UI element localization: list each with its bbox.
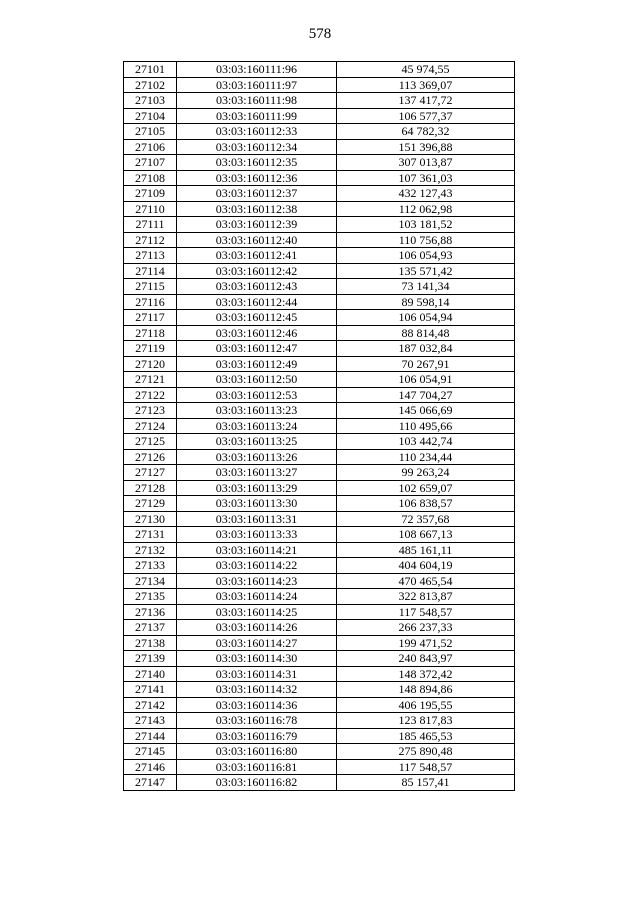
cadastral-number-cell: 03:03:160112:38 [177, 201, 337, 217]
row-number-cell: 27115 [124, 279, 177, 295]
table-row [124, 418, 515, 434]
value-cell: 106 838,57 [337, 496, 515, 512]
table-row [124, 465, 515, 481]
cadastral-number-cell: 03:03:160112:43 [177, 279, 337, 295]
value-cell: 85 157,41 [337, 775, 515, 791]
table-row [124, 155, 515, 171]
value-cell: 112 062,98 [337, 201, 515, 217]
cadastral-number-cell: 03:03:160113:30 [177, 496, 337, 512]
table-row [124, 124, 515, 140]
value-cell: 187 032,84 [337, 341, 515, 357]
table-row [124, 325, 515, 341]
table-row [124, 139, 515, 155]
row-number-cell: 27110 [124, 201, 177, 217]
row-number-cell: 27113 [124, 248, 177, 264]
cadastral-number-cell: 03:03:160114:36 [177, 697, 337, 713]
row-number-cell: 27138 [124, 635, 177, 651]
value-cell: 73 141,34 [337, 279, 515, 295]
table-row [124, 294, 515, 310]
table-row [124, 108, 515, 124]
value-cell: 106 054,93 [337, 248, 515, 264]
cadastral-number-cell: 03:03:160114:25 [177, 604, 337, 620]
cadastral-number-cell: 03:03:160116:79 [177, 728, 337, 744]
table-row [124, 170, 515, 186]
value-cell: 72 357,68 [337, 511, 515, 527]
row-number-cell: 27144 [124, 728, 177, 744]
value-cell: 404 604,19 [337, 558, 515, 574]
value-cell: 106 054,91 [337, 372, 515, 388]
row-number-cell: 27122 [124, 387, 177, 403]
value-cell: 275 890,48 [337, 744, 515, 760]
table-row [124, 620, 515, 636]
cadastral-number-cell: 03:03:160114:31 [177, 666, 337, 682]
cadastral-number-cell: 03:03:160114:26 [177, 620, 337, 636]
row-number-cell: 27141 [124, 682, 177, 698]
value-cell: 185 465,53 [337, 728, 515, 744]
cadastral-number-cell: 03:03:160112:47 [177, 341, 337, 357]
value-cell: 135 571,42 [337, 263, 515, 279]
value-cell: 307 013,87 [337, 155, 515, 171]
value-cell: 108 667,13 [337, 527, 515, 543]
table-row [124, 651, 515, 667]
row-number-cell: 27128 [124, 480, 177, 496]
value-cell: 117 548,57 [337, 759, 515, 775]
value-cell: 64 782,32 [337, 124, 515, 140]
cadastral-number-cell: 03:03:160113:33 [177, 527, 337, 543]
cadastral-number-cell: 03:03:160112:45 [177, 310, 337, 326]
table-row [124, 341, 515, 357]
table-row [124, 279, 515, 295]
table-row [124, 697, 515, 713]
table-row [124, 558, 515, 574]
row-number-cell: 27120 [124, 356, 177, 372]
row-number-cell: 27143 [124, 713, 177, 729]
table-row [124, 248, 515, 264]
value-cell: 110 234,44 [337, 449, 515, 465]
table-row [124, 449, 515, 465]
row-number-cell: 27107 [124, 155, 177, 171]
cadastral-number-cell: 03:03:160112:36 [177, 170, 337, 186]
row-number-cell: 27112 [124, 232, 177, 248]
cadastral-number-cell: 03:03:160112:34 [177, 139, 337, 155]
cadastral-number-cell: 03:03:160113:27 [177, 465, 337, 481]
row-number-cell: 27140 [124, 666, 177, 682]
value-cell: 103 181,52 [337, 217, 515, 233]
cadastral-number-cell: 03:03:160112:46 [177, 325, 337, 341]
row-number-cell: 27118 [124, 325, 177, 341]
row-number-cell: 27135 [124, 589, 177, 605]
value-cell: 148 372,42 [337, 666, 515, 682]
row-number-cell: 27102 [124, 77, 177, 93]
value-cell: 106 577,37 [337, 108, 515, 124]
value-cell: 148 894,86 [337, 682, 515, 698]
row-number-cell: 27145 [124, 744, 177, 760]
row-number-cell: 27130 [124, 511, 177, 527]
cadastral-number-cell: 03:03:160112:39 [177, 217, 337, 233]
value-cell: 103 442,74 [337, 434, 515, 450]
row-number-cell: 27119 [124, 341, 177, 357]
cadastral-number-cell: 03:03:160114:22 [177, 558, 337, 574]
value-cell: 470 465,54 [337, 573, 515, 589]
cadastral-number-cell: 03:03:160114:32 [177, 682, 337, 698]
cadastral-number-cell: 03:03:160112:53 [177, 387, 337, 403]
value-cell: 145 066,69 [337, 403, 515, 419]
cadastral-number-cell: 03:03:160116:78 [177, 713, 337, 729]
row-number-cell: 27103 [124, 93, 177, 109]
value-cell: 113 369,07 [337, 77, 515, 93]
value-cell: 117 548,57 [337, 604, 515, 620]
cadastral-number-cell: 03:03:160113:29 [177, 480, 337, 496]
value-cell: 147 704,27 [337, 387, 515, 403]
row-number-cell: 27104 [124, 108, 177, 124]
row-number-cell: 27123 [124, 403, 177, 419]
value-cell: 89 598,14 [337, 294, 515, 310]
registry-table [123, 61, 515, 791]
value-cell: 102 659,07 [337, 480, 515, 496]
table-row [124, 744, 515, 760]
value-cell: 106 054,94 [337, 310, 515, 326]
table-row [124, 682, 515, 698]
row-number-cell: 27126 [124, 449, 177, 465]
row-number-cell: 27139 [124, 651, 177, 667]
value-cell: 137 417,72 [337, 93, 515, 109]
cadastral-number-cell: 03:03:160111:98 [177, 93, 337, 109]
registry-table-body [124, 62, 515, 791]
row-number-cell: 27125 [124, 434, 177, 450]
table-row [124, 589, 515, 605]
row-number-cell: 27142 [124, 697, 177, 713]
cadastral-number-cell: 03:03:160112:40 [177, 232, 337, 248]
table-row [124, 635, 515, 651]
cadastral-number-cell: 03:03:160116:82 [177, 775, 337, 791]
value-cell: 110 756,88 [337, 232, 515, 248]
table-row [124, 93, 515, 109]
table-row [124, 387, 515, 403]
cadastral-number-cell: 03:03:160114:23 [177, 573, 337, 589]
value-cell: 266 237,33 [337, 620, 515, 636]
table-row [124, 542, 515, 558]
row-number-cell: 27124 [124, 418, 177, 434]
cadastral-number-cell: 03:03:160112:50 [177, 372, 337, 388]
cadastral-number-cell: 03:03:160112:37 [177, 186, 337, 202]
row-number-cell: 27127 [124, 465, 177, 481]
table-row [124, 201, 515, 217]
value-cell: 199 471,52 [337, 635, 515, 651]
table-row [124, 310, 515, 326]
table-row [124, 186, 515, 202]
cadastral-number-cell: 03:03:160111:96 [177, 62, 337, 78]
table-row [124, 728, 515, 744]
value-cell: 406 195,55 [337, 697, 515, 713]
row-number-cell: 27147 [124, 775, 177, 791]
row-number-cell: 27137 [124, 620, 177, 636]
table-row [124, 217, 515, 233]
cadastral-number-cell: 03:03:160112:49 [177, 356, 337, 372]
cadastral-number-cell: 03:03:160113:25 [177, 434, 337, 450]
row-number-cell: 27131 [124, 527, 177, 543]
value-cell: 45 974,55 [337, 62, 515, 78]
cadastral-number-cell: 03:03:160114:24 [177, 589, 337, 605]
value-cell: 107 361,03 [337, 170, 515, 186]
row-number-cell: 27136 [124, 604, 177, 620]
cadastral-number-cell: 03:03:160114:27 [177, 635, 337, 651]
cadastral-number-cell: 03:03:160111:97 [177, 77, 337, 93]
cadastral-number-cell: 03:03:160113:23 [177, 403, 337, 419]
row-number-cell: 27111 [124, 217, 177, 233]
cadastral-number-cell: 03:03:160114:30 [177, 651, 337, 667]
row-number-cell: 27121 [124, 372, 177, 388]
table-row [124, 604, 515, 620]
value-cell: 485 161,11 [337, 542, 515, 558]
row-number-cell: 27114 [124, 263, 177, 279]
cadastral-number-cell: 03:03:160113:26 [177, 449, 337, 465]
table-row [124, 232, 515, 248]
cadastral-number-cell: 03:03:160113:31 [177, 511, 337, 527]
row-number-cell: 27132 [124, 542, 177, 558]
value-cell: 110 495,66 [337, 418, 515, 434]
row-number-cell: 27101 [124, 62, 177, 78]
table-row [124, 356, 515, 372]
table-row [124, 496, 515, 512]
table-row [124, 527, 515, 543]
table-row [124, 77, 515, 93]
table-row [124, 713, 515, 729]
cadastral-number-cell: 03:03:160111:99 [177, 108, 337, 124]
value-cell: 432 127,43 [337, 186, 515, 202]
row-number-cell: 27109 [124, 186, 177, 202]
row-number-cell: 27146 [124, 759, 177, 775]
value-cell: 151 396,88 [337, 139, 515, 155]
row-number-cell: 27134 [124, 573, 177, 589]
table-row [124, 403, 515, 419]
row-number-cell: 27105 [124, 124, 177, 140]
cadastral-number-cell: 03:03:160112:42 [177, 263, 337, 279]
value-cell: 88 814,48 [337, 325, 515, 341]
cadastral-number-cell: 03:03:160112:35 [177, 155, 337, 171]
table-row [124, 263, 515, 279]
value-cell: 322 813,87 [337, 589, 515, 605]
cadastral-number-cell: 03:03:160116:81 [177, 759, 337, 775]
row-number-cell: 27117 [124, 310, 177, 326]
cadastral-number-cell: 03:03:160112:33 [177, 124, 337, 140]
page-number: 578 [308, 26, 332, 42]
row-number-cell: 27106 [124, 139, 177, 155]
row-number-cell: 27133 [124, 558, 177, 574]
table-row [124, 372, 515, 388]
table-row [124, 480, 515, 496]
cadastral-number-cell: 03:03:160112:41 [177, 248, 337, 264]
cadastral-number-cell: 03:03:160116:80 [177, 744, 337, 760]
table-row [124, 775, 515, 791]
value-cell: 99 263,24 [337, 465, 515, 481]
table-row [124, 759, 515, 775]
value-cell: 70 267,91 [337, 356, 515, 372]
row-number-cell: 27129 [124, 496, 177, 512]
table-row [124, 62, 515, 78]
row-number-cell: 27116 [124, 294, 177, 310]
table-row [124, 666, 515, 682]
cadastral-number-cell: 03:03:160112:44 [177, 294, 337, 310]
cadastral-number-cell: 03:03:160113:24 [177, 418, 337, 434]
value-cell: 240 843,97 [337, 651, 515, 667]
cadastral-number-cell: 03:03:160114:21 [177, 542, 337, 558]
table-row [124, 511, 515, 527]
value-cell: 123 817,83 [337, 713, 515, 729]
row-number-cell: 27108 [124, 170, 177, 186]
table-row [124, 573, 515, 589]
table-row [124, 434, 515, 450]
